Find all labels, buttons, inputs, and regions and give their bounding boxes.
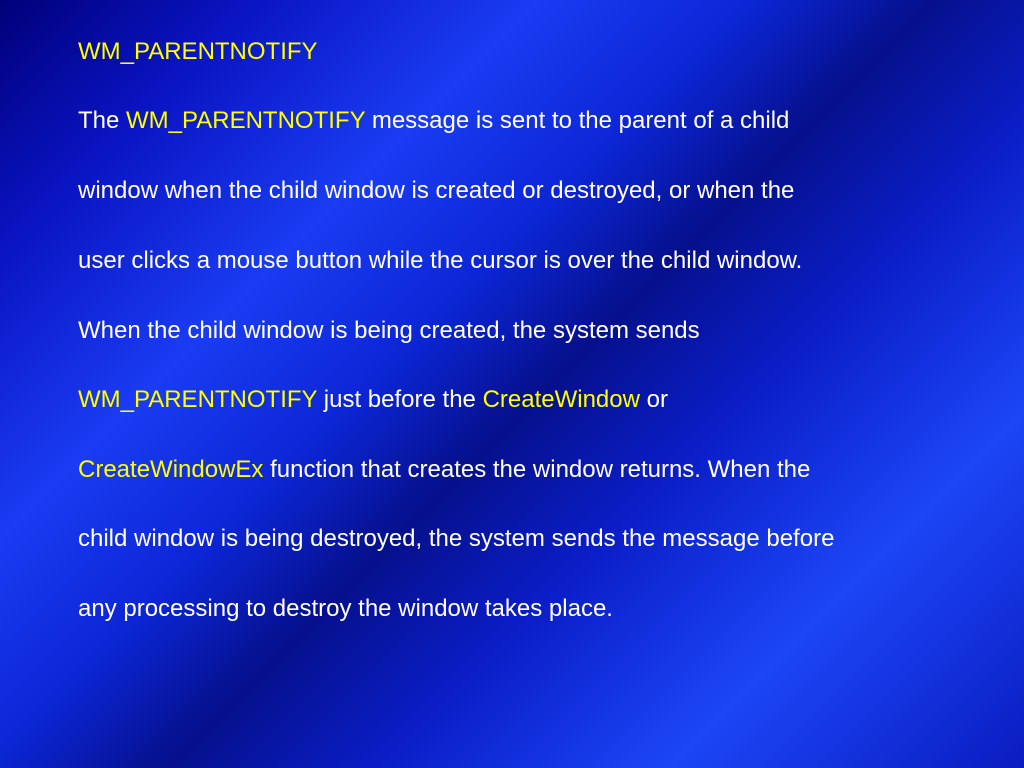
line-segment: When the child window is being created, the system sends [78,317,700,344]
line-segment: or [639,386,668,413]
highlighted-term: WM_PARENTNOTIFY [78,386,318,413]
line-segment: just before the [317,386,483,413]
line-segment: message is sent to the parent of a child [365,107,790,134]
body-line-8 [78,593,613,625]
body-line-3 [78,245,802,277]
body-line-4 [78,315,700,347]
body-line-6 [78,454,810,486]
highlighted-term: WM_PARENTNOTIFY [126,107,366,134]
line-segment: any processing to destroy the window takes place. [78,595,613,622]
highlighted-term: CreateWindow [482,386,640,413]
highlighted-term: CreateWindowEx [78,456,264,483]
line-segment: function that creates the window returns. When the [263,456,811,483]
body-line-5 [78,384,668,416]
line-segment: user clicks a mouse button while the cursor is over the child window. [78,247,803,274]
slide-title: WM_PARENTNOTIFY [78,38,318,65]
body-line-2 [78,175,794,207]
body-line-7 [78,523,834,555]
body-line-1 [78,105,789,137]
line-segment: The [78,107,127,134]
line-segment: child window is being destroyed, the system sends the message before [78,525,835,552]
line-segment: window when the child window is created or destroyed, or when the [78,177,795,204]
